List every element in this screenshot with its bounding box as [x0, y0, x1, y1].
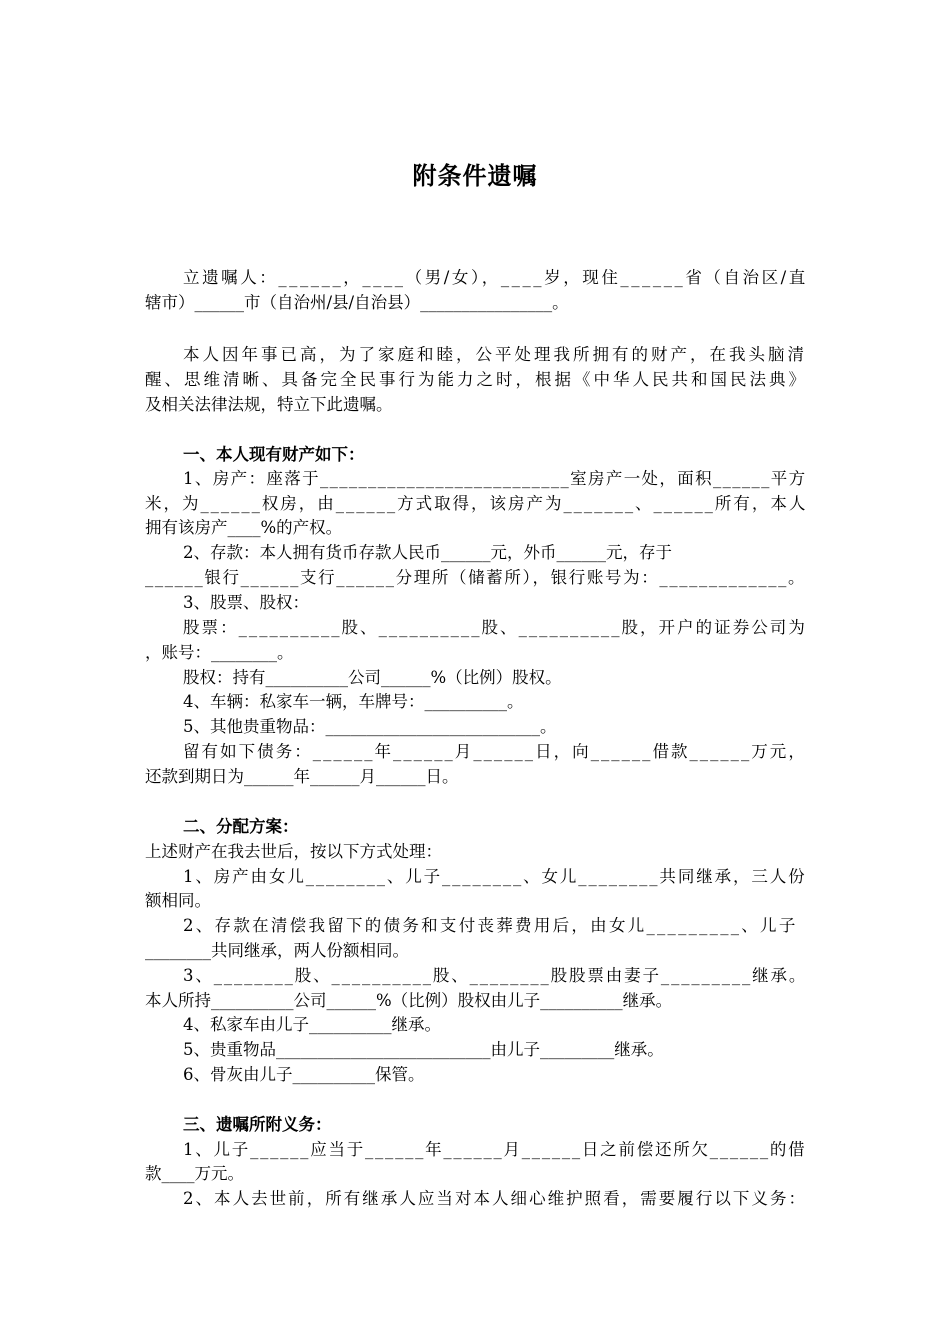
paragraph-line: 3、股票、股权： — [183, 593, 309, 612]
paragraph-line: 4、私家车由儿子__________继承。 — [183, 1015, 441, 1034]
paragraph-line: 立遗嘱人：______，____（男/女），____岁，现住______省（自治区/直 — [183, 268, 808, 287]
paragraph-line: 1、房产：座落于__________________________室房产一处，面积______平方 — [183, 469, 807, 488]
section-heading: 三、遗嘱所附义务： — [183, 1115, 332, 1134]
paragraph-line: 辖市）______市（自治州/县/自治县）________________。 — [145, 293, 569, 312]
paragraph-line: 股票：__________股、__________股、__________股，开户的证券公司为 — [183, 618, 807, 637]
paragraph-line: ________共同继承，两人份额相同。 — [145, 941, 409, 960]
document-title: 附条件遗嘱 — [412, 162, 538, 190]
paragraph-line: 留有如下债务：______年______月______日，向______借款______万元， — [183, 742, 807, 761]
paragraph-line: 本人所持__________公司______%（比例）股权由儿子__________继承。 — [145, 991, 673, 1010]
paragraph-line: 5、其他贵重物品：__________________________。 — [183, 717, 557, 736]
paragraph-line: 5、贵重物品__________________________由儿子_________继承。 — [183, 1040, 664, 1059]
paragraph-line: 拥有该房产____%的产权。 — [145, 518, 343, 537]
paragraph-line: 醒、思维清晰、具备完全民事行为能力之时，根据《中华人民共和国民法典》 — [145, 370, 808, 389]
paragraph-line: 本人因年事已高，为了家庭和睦，公平处理我所拥有的财产，在我头脑清 — [183, 345, 807, 364]
section-heading: 二、分配方案： — [183, 817, 299, 836]
paragraph-line: 4、车辆：私家车一辆，车牌号：__________。 — [183, 692, 524, 711]
paragraph-line: 米，为______权房，由______方式取得，该房产为_______、______所有，本人 — [145, 494, 808, 513]
paragraph-line: 1、儿子______应当于______年______月______日之前偿还所欠______的借 — [183, 1140, 807, 1159]
paragraph-line: 3、________股、__________股、________股股票由妻子_________继承。 — [183, 966, 808, 985]
paragraph-line: 及相关法律法规，特立下此遗嘱。 — [145, 395, 393, 414]
paragraph-line: ，账号：________。 — [145, 643, 294, 662]
paragraph-line: 2、存款：本人拥有货币存款人民币______元，外币______元，存于 — [183, 543, 672, 562]
section-heading: 一、本人现有财产如下： — [183, 445, 365, 464]
paragraph-line: ______银行______支行______分理所（储蓄所），银行账号为：_____________。 — [145, 568, 807, 587]
paragraph-line: 还款到期日为______年______月______日。 — [145, 767, 459, 786]
paragraph-line: 股权：持有__________公司______%（比例）股权。 — [183, 668, 562, 687]
paragraph-line: 6、骨灰由儿子__________保管。 — [183, 1065, 425, 1084]
paragraph-line: 上述财产在我去世后，按以下方式处理： — [145, 842, 442, 861]
paragraph-line: 2、本人去世前，所有继承人应当对本人细心维护照看，需要履行以下义务： — [183, 1189, 808, 1208]
paragraph-line: 额相同。 — [145, 891, 211, 910]
paragraph-line: 款____万元。 — [145, 1164, 244, 1183]
paragraph-line: 1、房产由女儿________、儿子________、女儿________共同继承，三人份 — [183, 867, 807, 886]
paragraph-line: 2、存款在清偿我留下的债务和支付丧葬费用后，由女儿_________、儿子 — [183, 916, 798, 935]
